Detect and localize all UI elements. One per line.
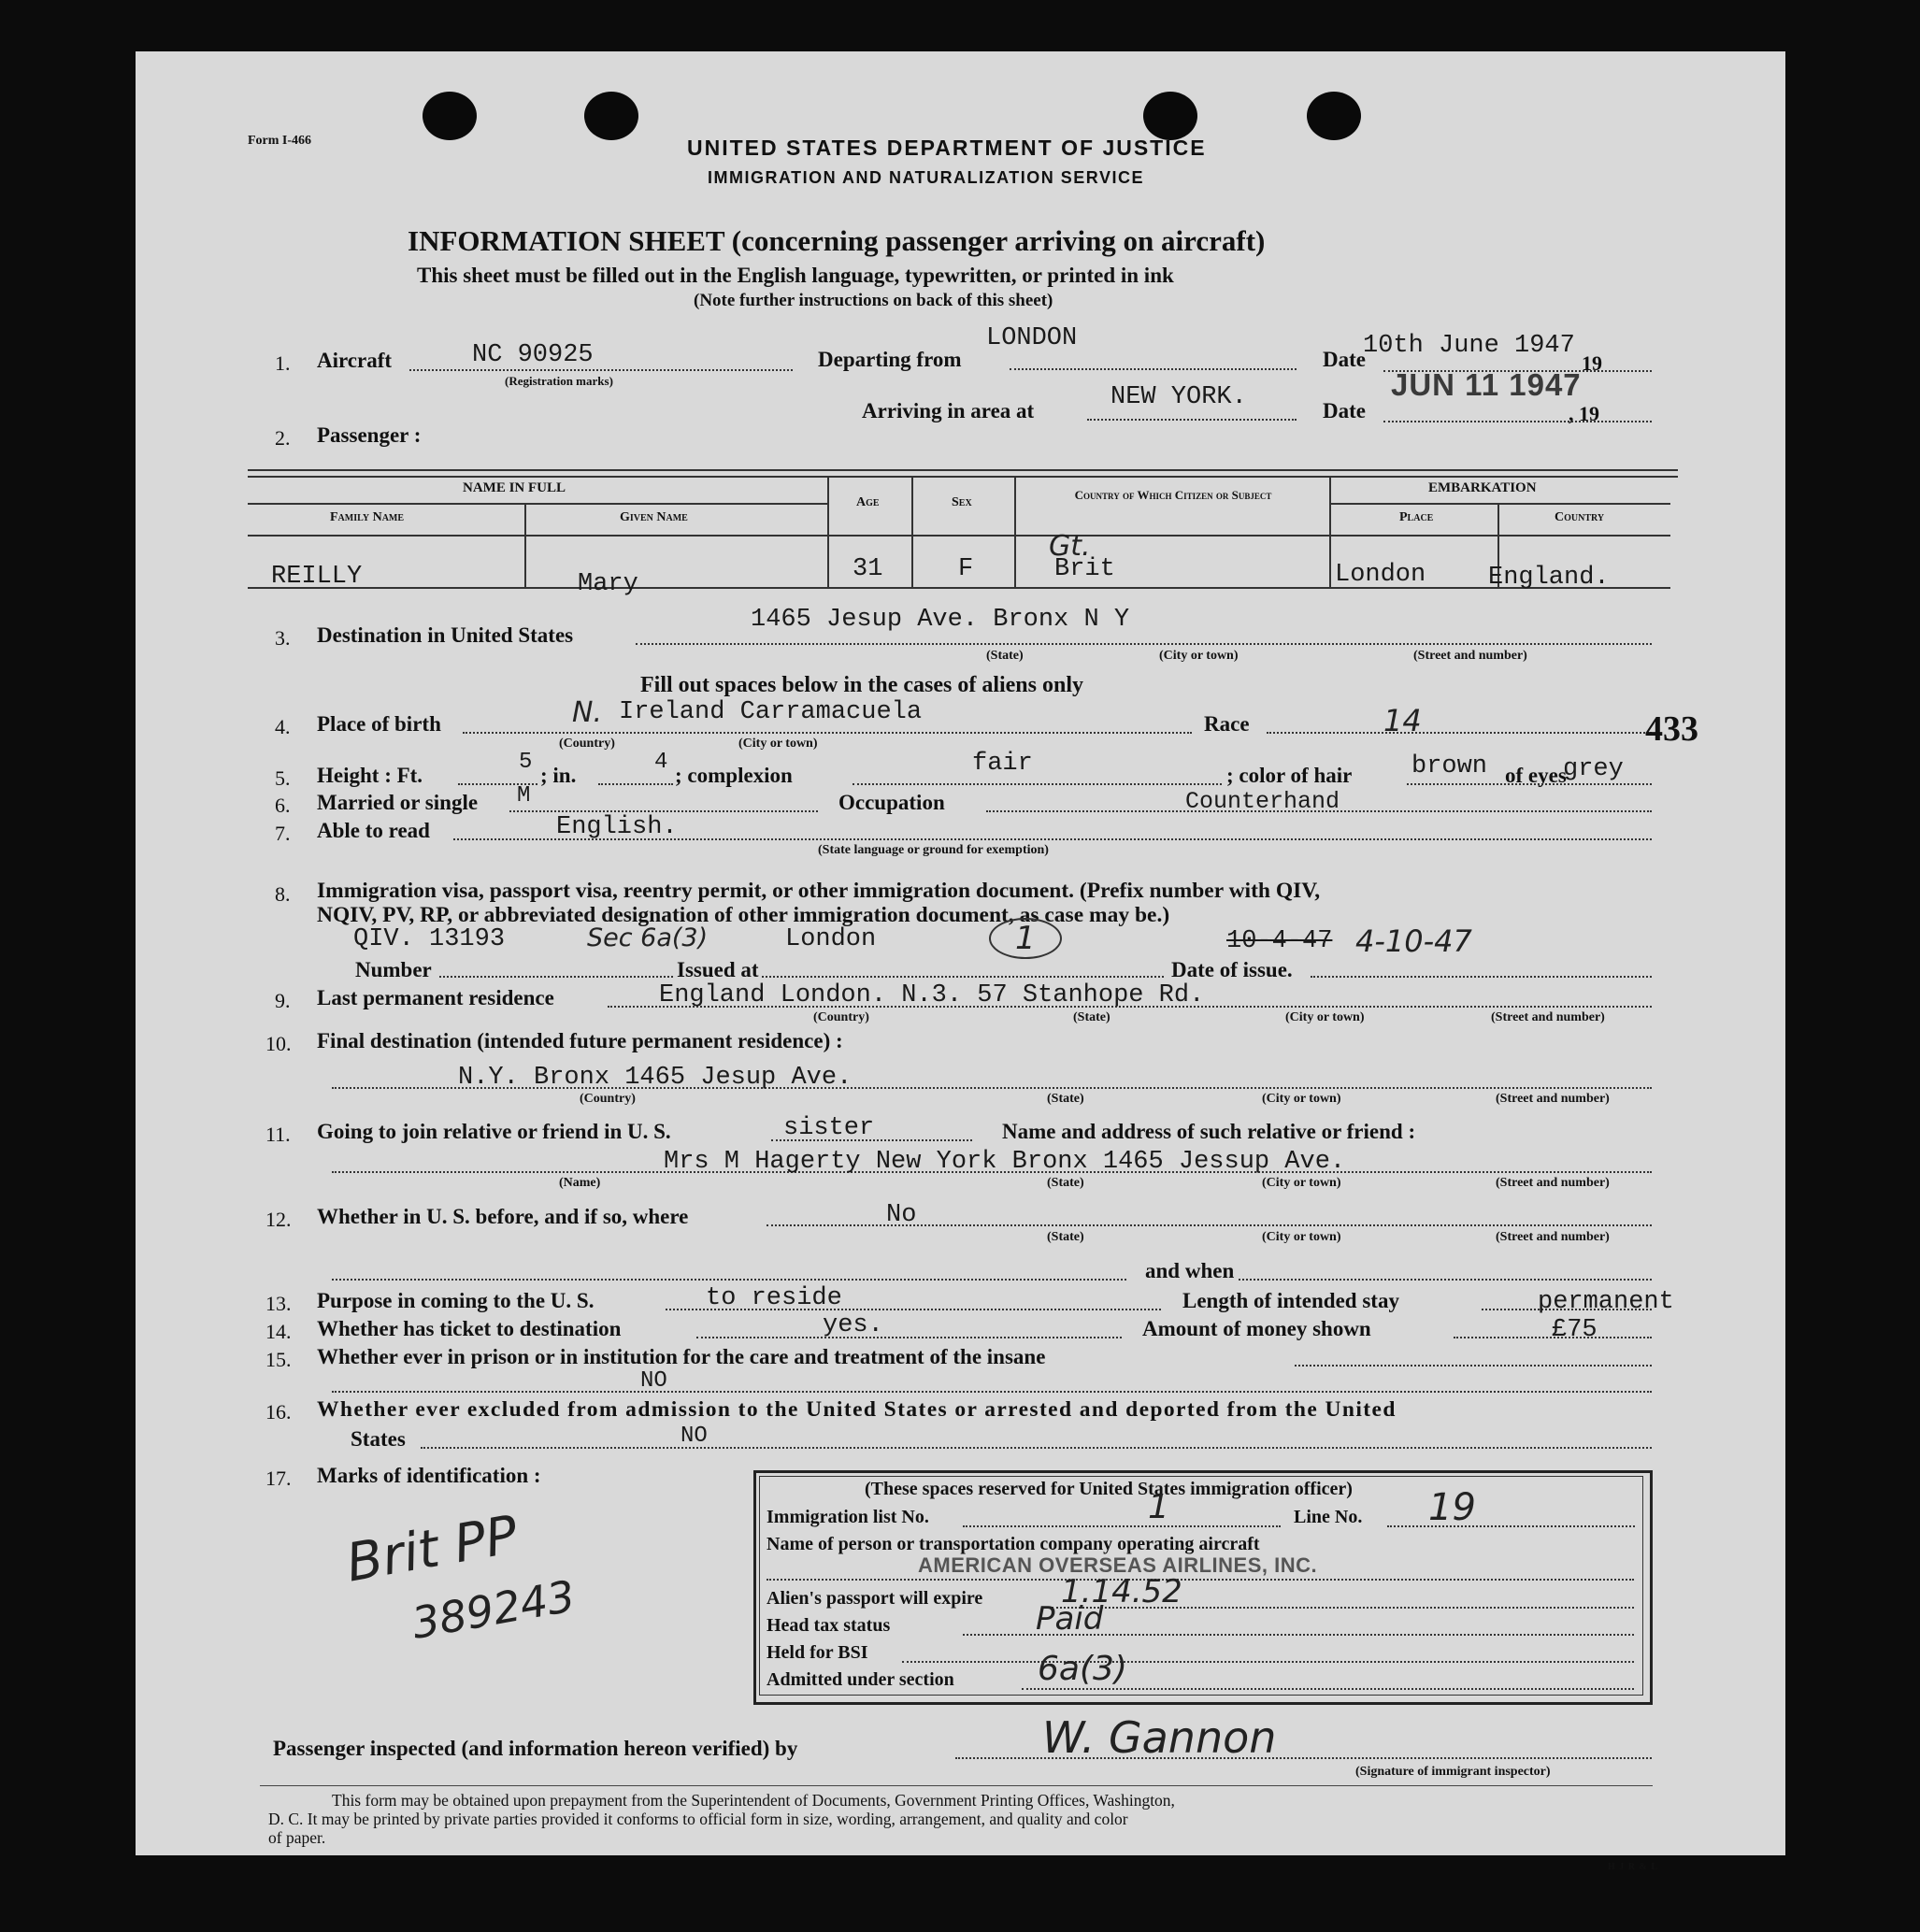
in-us-before-label: Whether in U. S. before, and if so, where [317,1205,689,1228]
final-destination-value: N.Y. Bronx 1465 Jesup Ave. [458,1064,853,1092]
col-country: Country [1555,510,1605,524]
arriving-label: Arriving in area at [862,399,1035,422]
footer-line-1: This form may be obtained upon prepayment from the Superintendent of Documents, Government Printing Offices, Washington, [332,1791,1175,1810]
married-value: M [517,783,531,809]
head-tax-label: Head tax status [767,1615,891,1636]
footer-rule [260,1785,1653,1786]
issued-line [762,976,1164,978]
item-number: 2. [275,426,291,450]
caption-city: (City or town) [1262,1092,1341,1106]
issue-date-handwritten: 4-10-47 [1355,923,1472,959]
inspector-signature: W. Gannon [1042,1712,1277,1763]
place-of-birth-label: Place of birth [317,712,441,736]
caption-state: (State) [986,649,1024,663]
line-no-line [1387,1525,1635,1527]
relation-value: sister [783,1114,875,1142]
departing-value: LONDON [986,324,1078,352]
department-heading: UNITED STATES DEPARTMENT OF JUSTICE [687,136,1207,160]
col-embarkation: EMBARKATION [1428,480,1537,495]
date-label: Date [1323,348,1366,371]
cell-sex: F [958,555,974,583]
prison-line-2 [332,1391,1652,1393]
cell-place: London [1335,561,1426,589]
item-number: 6. [275,794,291,817]
company-line [767,1579,1634,1581]
table-rule [248,469,1678,471]
complexion-line [853,783,1222,785]
table-rule [248,587,1670,589]
departing-line [1010,368,1297,370]
admitted-section-label: Admitted under section [767,1669,954,1690]
col-country-citizen: Country of Which Citizen or Subject [1074,488,1272,502]
list-no-value: 1 [1148,1488,1169,1526]
table-rule [248,535,1670,537]
list-no-line [963,1525,1281,1527]
final-destination-label: Final destination (intended future permanent residence) : [317,1029,843,1052]
cell-citizen: Brit [1054,555,1115,583]
year-prefix: 19 [1582,351,1602,375]
caption-street: (Street and number) [1496,1230,1610,1244]
inches-line [598,783,673,785]
aircraft-label: Aircraft [317,349,393,372]
stay-label: Length of intended stay [1182,1289,1399,1312]
form-number: Form I-466 [248,134,312,148]
company-stamp: AMERICAN OVERSEAS AIRLINES, INC. [918,1553,1318,1577]
when-line [1239,1279,1652,1281]
signature-caption: (Signature of immigrant inspector) [1355,1765,1551,1779]
item-number: 11. [265,1123,291,1146]
date-line-2 [1383,421,1652,422]
occupation-value: Counterhand [1185,788,1340,815]
item-number: 13. [265,1292,292,1315]
document-number: QIV. 13193 [353,925,506,953]
punch-hole [1307,92,1361,140]
departure-date: 10th June 1947 [1363,332,1575,360]
cell-family-name: REILLY [271,563,363,591]
item-number: 15. [265,1348,292,1371]
race-label: Race [1204,712,1250,736]
occupation-label: Occupation [838,791,945,814]
number-label: Number [355,958,432,981]
relative-name-label: Name and address of such relative or friend : [1002,1120,1416,1143]
when-label: and when [1145,1259,1235,1282]
caption-city: (City or town) [1262,1176,1341,1190]
table-rule [248,503,827,505]
page-title: INFORMATION SHEET (concerning passenger arriving on aircraft) [408,224,1266,257]
ticket-line [696,1337,1122,1338]
item-number: 9. [275,989,291,1012]
excluded-value: NO [681,1424,708,1449]
passport-expire-value: 1.14.52 [1061,1573,1182,1610]
race-value-handwritten: 14 [1383,703,1422,738]
caption-country: (Country) [813,1010,869,1024]
col-age: Age [856,495,880,509]
punch-hole [1143,92,1197,140]
item-number: 4. [275,715,291,738]
instruction-line: This sheet must be filled out in the English language, typewritten, or printed in ink [417,264,1174,287]
destination-value: 1465 Jesup Ave. Bronx N Y [751,606,1130,634]
caption-state: (State) [1047,1092,1084,1106]
arriving-line [1087,419,1297,421]
registration-caption: (Registration marks) [505,374,613,388]
birth-country-handwritten: N. [572,696,602,729]
col-name-in-full: NAME IN FULL [463,480,566,495]
document-section-handwritten: Sec 6a(3) [587,923,709,952]
aircraft-value: NC 90925 [472,341,594,369]
held-bsi-label: Held for BSI [767,1642,868,1663]
year-prefix-2: , 19 [1569,402,1599,425]
date-label-2: Date [1323,399,1366,422]
company-label: Name of person or transportation company operating aircraft [767,1534,1260,1554]
excluded-label-2: States [351,1427,406,1451]
height-label: Height : Ft. [317,764,423,787]
height-inches: 4 [654,750,668,775]
col-family-name: Family Name [330,510,405,524]
table-divider [911,476,913,587]
eyes-label: of eyes [1505,764,1567,787]
marks-handwritten-1: Brit PP [341,1504,523,1595]
caption-city: (City or town) [1262,1230,1341,1244]
passport-expire-label: Alien's passport will expire [767,1588,983,1609]
line-no-label: Line No. [1294,1507,1363,1527]
held-bsi-line [902,1661,1634,1663]
caption-state: (State) [1047,1176,1084,1190]
stay-value: permanent [1538,1288,1674,1316]
item-number: 12. [265,1208,292,1231]
number-line [439,976,673,978]
race-line [1267,732,1652,734]
ticket-label: Whether has ticket to destination [317,1317,622,1340]
line-no-value: 19 [1428,1486,1476,1529]
hair-label: ; color of hair [1226,764,1353,787]
col-sex: Sex [952,495,972,509]
marks-handwritten-2: 389243 [408,1570,579,1649]
cell-country: England. [1488,564,1610,592]
caption-state: (State) [1047,1230,1084,1244]
aliens-heading: Fill out spaces below in the cases of aliens only [640,673,1084,697]
instruction-note: (Note further instructions on back of this sheet) [694,291,1053,310]
money-label: Amount of money shown [1142,1317,1371,1340]
read-label: Able to read [317,819,430,842]
caption-name: (Name) [559,1176,601,1190]
join-relative-label: Going to join relative or friend in U. S. [317,1120,671,1143]
where-line [332,1279,1126,1281]
ticket-value: yes. [823,1311,883,1339]
last-residence-label: Last permanent residence [317,986,554,1009]
item-number: 8. [275,882,291,906]
item-number: 1. [275,351,291,375]
issued-at-value: London [785,925,877,953]
destination-line [636,643,1652,645]
caption-country: (Country) [580,1092,636,1106]
list-no-label: Immigration list No. [767,1507,929,1527]
caption-street: (Street and number) [1496,1176,1610,1190]
caption-city: (City or town) [738,737,818,751]
item-number: 17. [265,1467,292,1490]
aircraft-line [409,369,793,371]
hair-eyes-line [1407,783,1652,785]
col-place: Place [1399,510,1434,524]
arriving-value: NEW YORK. [1110,383,1247,411]
table-divider [1014,476,1016,587]
table-divider [827,476,829,587]
document-text-2: NQIV, PV, RP, or abbreviated designation of other immigration document, as case may be.) [317,903,1170,927]
punch-hole [423,92,477,140]
side-number: 433 [1645,709,1698,749]
caption-street: (Street and number) [1496,1092,1610,1106]
footer-line-2: D. C. It may be printed by private parties provided it conforms to official form in size, wording, arrangement, and quality and color [268,1810,1128,1828]
birth-place-value: Ireland Carramacuela [619,698,923,726]
head-tax-value: Paid [1036,1600,1104,1638]
complexion-label: ; complexion [675,764,793,787]
destination-label: Destination in United States [317,623,574,647]
excluded-line [421,1447,1652,1449]
inches-label: ; in. [540,764,577,787]
admitted-section-line [1022,1688,1634,1690]
caption-street: (Street and number) [1491,1010,1605,1024]
table-rule [1329,503,1670,505]
birth-line [463,732,1192,734]
table-rule [248,476,1678,478]
admitted-section-value: 6a(3) [1038,1650,1127,1688]
table-divider [524,503,526,587]
date-of-issue-label: Date of issue. [1171,958,1293,981]
language-caption: (State language or ground for exemption) [818,843,1049,857]
item-number: 5. [275,766,291,790]
complexion-value: fair [972,750,1033,778]
purpose-value: to reside [706,1284,842,1312]
married-label: Married or single [317,791,479,814]
in-us-before-value: No [886,1201,917,1229]
hair-value: brown [1411,752,1488,780]
height-feet: 5 [519,750,533,775]
marks-label: Marks of identification : [317,1464,541,1487]
inspection-label: Passenger inspected (and information hereon verified) by [273,1737,798,1760]
prison-value: NO [640,1368,667,1394]
married-line [509,810,818,812]
document-text-1: Immigration visa, passport visa, reentry permit, or other immigration document. (Prefix number with QIV, [317,879,1321,903]
item-number: 3. [275,626,291,650]
officer-box-heading: (These spaces reserved for United States immigration officer) [865,1479,1353,1499]
eyes-value: grey [1563,755,1624,783]
service-heading: IMMIGRATION AND NATURALIZATION SERVICE [708,168,1144,187]
arrival-date-stamp: JUN 11 1947 [1391,367,1582,402]
caption-city: (City or town) [1285,1010,1365,1024]
prison-line [1295,1365,1652,1367]
footer-line-3: of paper. [268,1828,326,1847]
caption-street: (Street and number) [1413,649,1527,663]
circled-handwritten: 1 [989,918,1062,959]
passenger-label: Passenger : [317,423,422,447]
item-number: 10. [265,1032,292,1055]
item-number: 16. [265,1400,292,1424]
last-residence-value: England London. N.3. 57 Stanhope Rd. [659,981,1205,1009]
caption-country: (Country) [559,737,615,751]
caption-city: (City or town) [1159,649,1239,663]
caption-state: (State) [1073,1010,1110,1024]
prison-label: Whether ever in prison or in institution for the care and treatment of the insane [317,1345,1046,1368]
cell-citizen-handwritten: Gt. [1049,530,1091,563]
printer-code: H J R & L [1608,1862,1658,1872]
issued-at-label: Issued at [677,958,759,981]
punch-hole [584,92,638,140]
col-given-name: Given Name [620,510,688,524]
item-number: 14. [265,1320,292,1343]
money-value: £75 [1552,1316,1598,1344]
cell-given-name: Mary [578,570,638,598]
purpose-label: Purpose in coming to the U. S. [317,1289,595,1312]
issue-date-struck: 10-4-47 [1226,927,1333,955]
excluded-label: Whether ever excluded from admission to the United States or arrested and deported from the United [317,1397,1397,1422]
read-value: English. [556,813,678,841]
relative-value: Mrs M Hagerty New York Bronx 1465 Jessup Ave. [664,1148,1346,1176]
table-divider [1329,476,1331,587]
departing-label: Departing from [818,348,962,371]
issue-date-line [1311,976,1652,978]
item-number: 7. [275,822,291,845]
cell-age: 31 [853,555,883,583]
